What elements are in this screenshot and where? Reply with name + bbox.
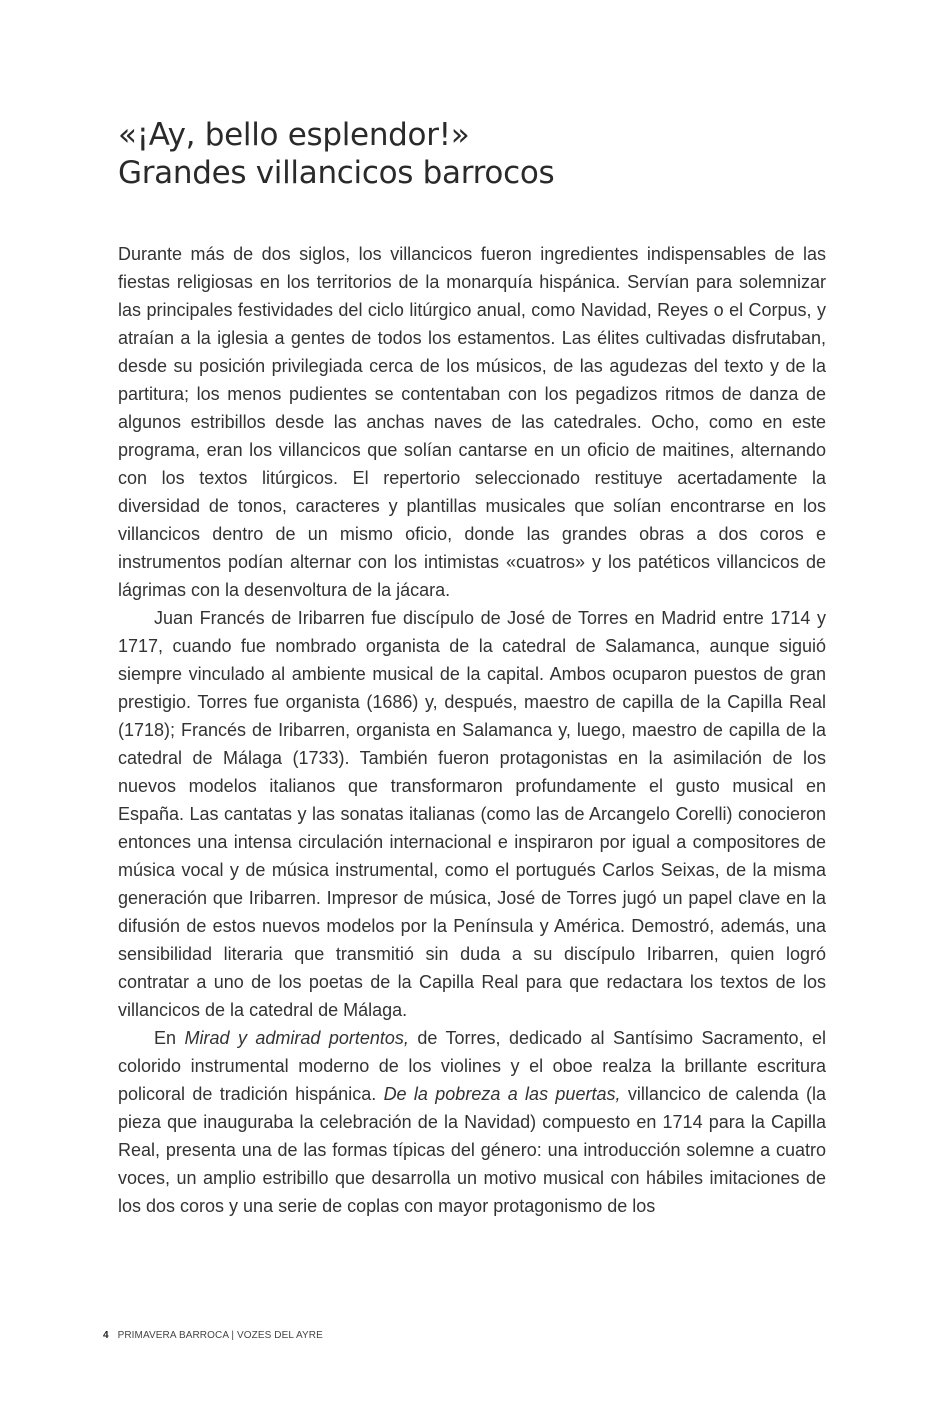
paragraph-3-text-1: En [154, 1028, 185, 1048]
page-title [118, 116, 838, 192]
work-title-mirad: Mirad y admirad portentos, [184, 1028, 409, 1048]
body-text [118, 240, 826, 1220]
page-footer [103, 1329, 323, 1343]
work-title-pobreza: De la pobreza a las puertas, [383, 1084, 621, 1104]
paragraph-3-text-2: de Torres, dedicado al Santísimo Sacramento, el colorido instrumental moderno de los violines y el oboe realza la brillante escritura policoral de tradición hispánica. [118, 1028, 826, 1104]
title-line-2: Grandes villancicos barrocos [118, 155, 555, 191]
page-number: 4 [103, 1330, 109, 1341]
paragraph-3 [118, 1024, 826, 1220]
running-head: PRIMAVERA BARROCA | VOZES DEL AYRE [117, 1330, 323, 1341]
paragraph-2: Juan Francés de Iribarren fue discípulo de José de Torres en Madrid entre 1714 y 1717, cuando fue nombrado organista de la catedral de Salamanca, aunque siguió siempre vinculado al ambiente musical de la capital. Ambos ocuparon puestos de gran prestigio. Torres fue organista (1686) y, después, maestro de capilla de la Capilla Real (1718); Francés de Iribarren, organista en Salamanca y, luego, maestro de capilla de la catedral de Málaga (1733). También fueron protagonistas en la asimilación de los nuevos modelos italianos que transformaron profundamente el gusto musical en España. Las cantatas y las sonatas italianas (como las de Arcangelo Corelli) conocieron entonces una intensa circulación internacional e inspiraron por igual a compositores de música vocal y de música instrumental, como el portugués Carlos Seixas, de la misma generación que Iribarren. Impresor de música, José de Torres jugó un papel clave en la difusión de estos nuevos modelos por la Península y América. Demostró, además, una sensibilidad literaria que transmitió sin duda a su discípulo Iribarren, quien logró contratar a uno de los poetas de la Capilla Real para que redactara los textos de los villancicos de la catedral de Málaga. [118, 608, 826, 1020]
paragraph-1: Durante más de dos siglos, los villancicos fueron ingredientes indispensables de las fiestas religiosas en los territorios de la monarquía hispánica. Servían para solemnizar las principales festividades del ciclo litúrgico anual, como Navidad, Reyes o el Corpus, y atraían a la iglesia a gentes de todos los estamentos. Las élites cultivadas disfrutaban, desde su posición privilegiada cerca de los músicos, de las agudezas del texto y de la partitura; los menos pudientes se contentaban con los pegadizos ritmos de danza de algunos estribillos desde las anchas naves de las catedrales. Ocho, como en este programa, eran los villancicos que solían cantarse en un oficio de maitines, alternando con los textos litúrgicos. El repertorio seleccionado restituye acertadamente la diversidad de tonos, caracteres y plantillas musicales que solían encontrarse en los villancicos dentro de un mismo oficio, donde las grandes obras a dos coros e instrumentos podían alternar con los intimistas «cuatros» y los patéticos villancicos de lágrimas con la desenvoltura de la jácara. [118, 244, 826, 600]
paragraph-3-text-3: villancico de calenda (la pieza que inauguraba la celebración de la Navidad) compuesto en 1714 para la Capilla Real, presenta una de las formas típicas del género: una introducción solemne a cuatro voces, un amplio estribillo que desarrolla un motivo musical con hábiles imitaciones de los dos coros y una serie de coplas con mayor protagonismo de los [118, 1084, 826, 1216]
title-line-1: «¡Ay, bello esplendor!» [118, 117, 470, 153]
